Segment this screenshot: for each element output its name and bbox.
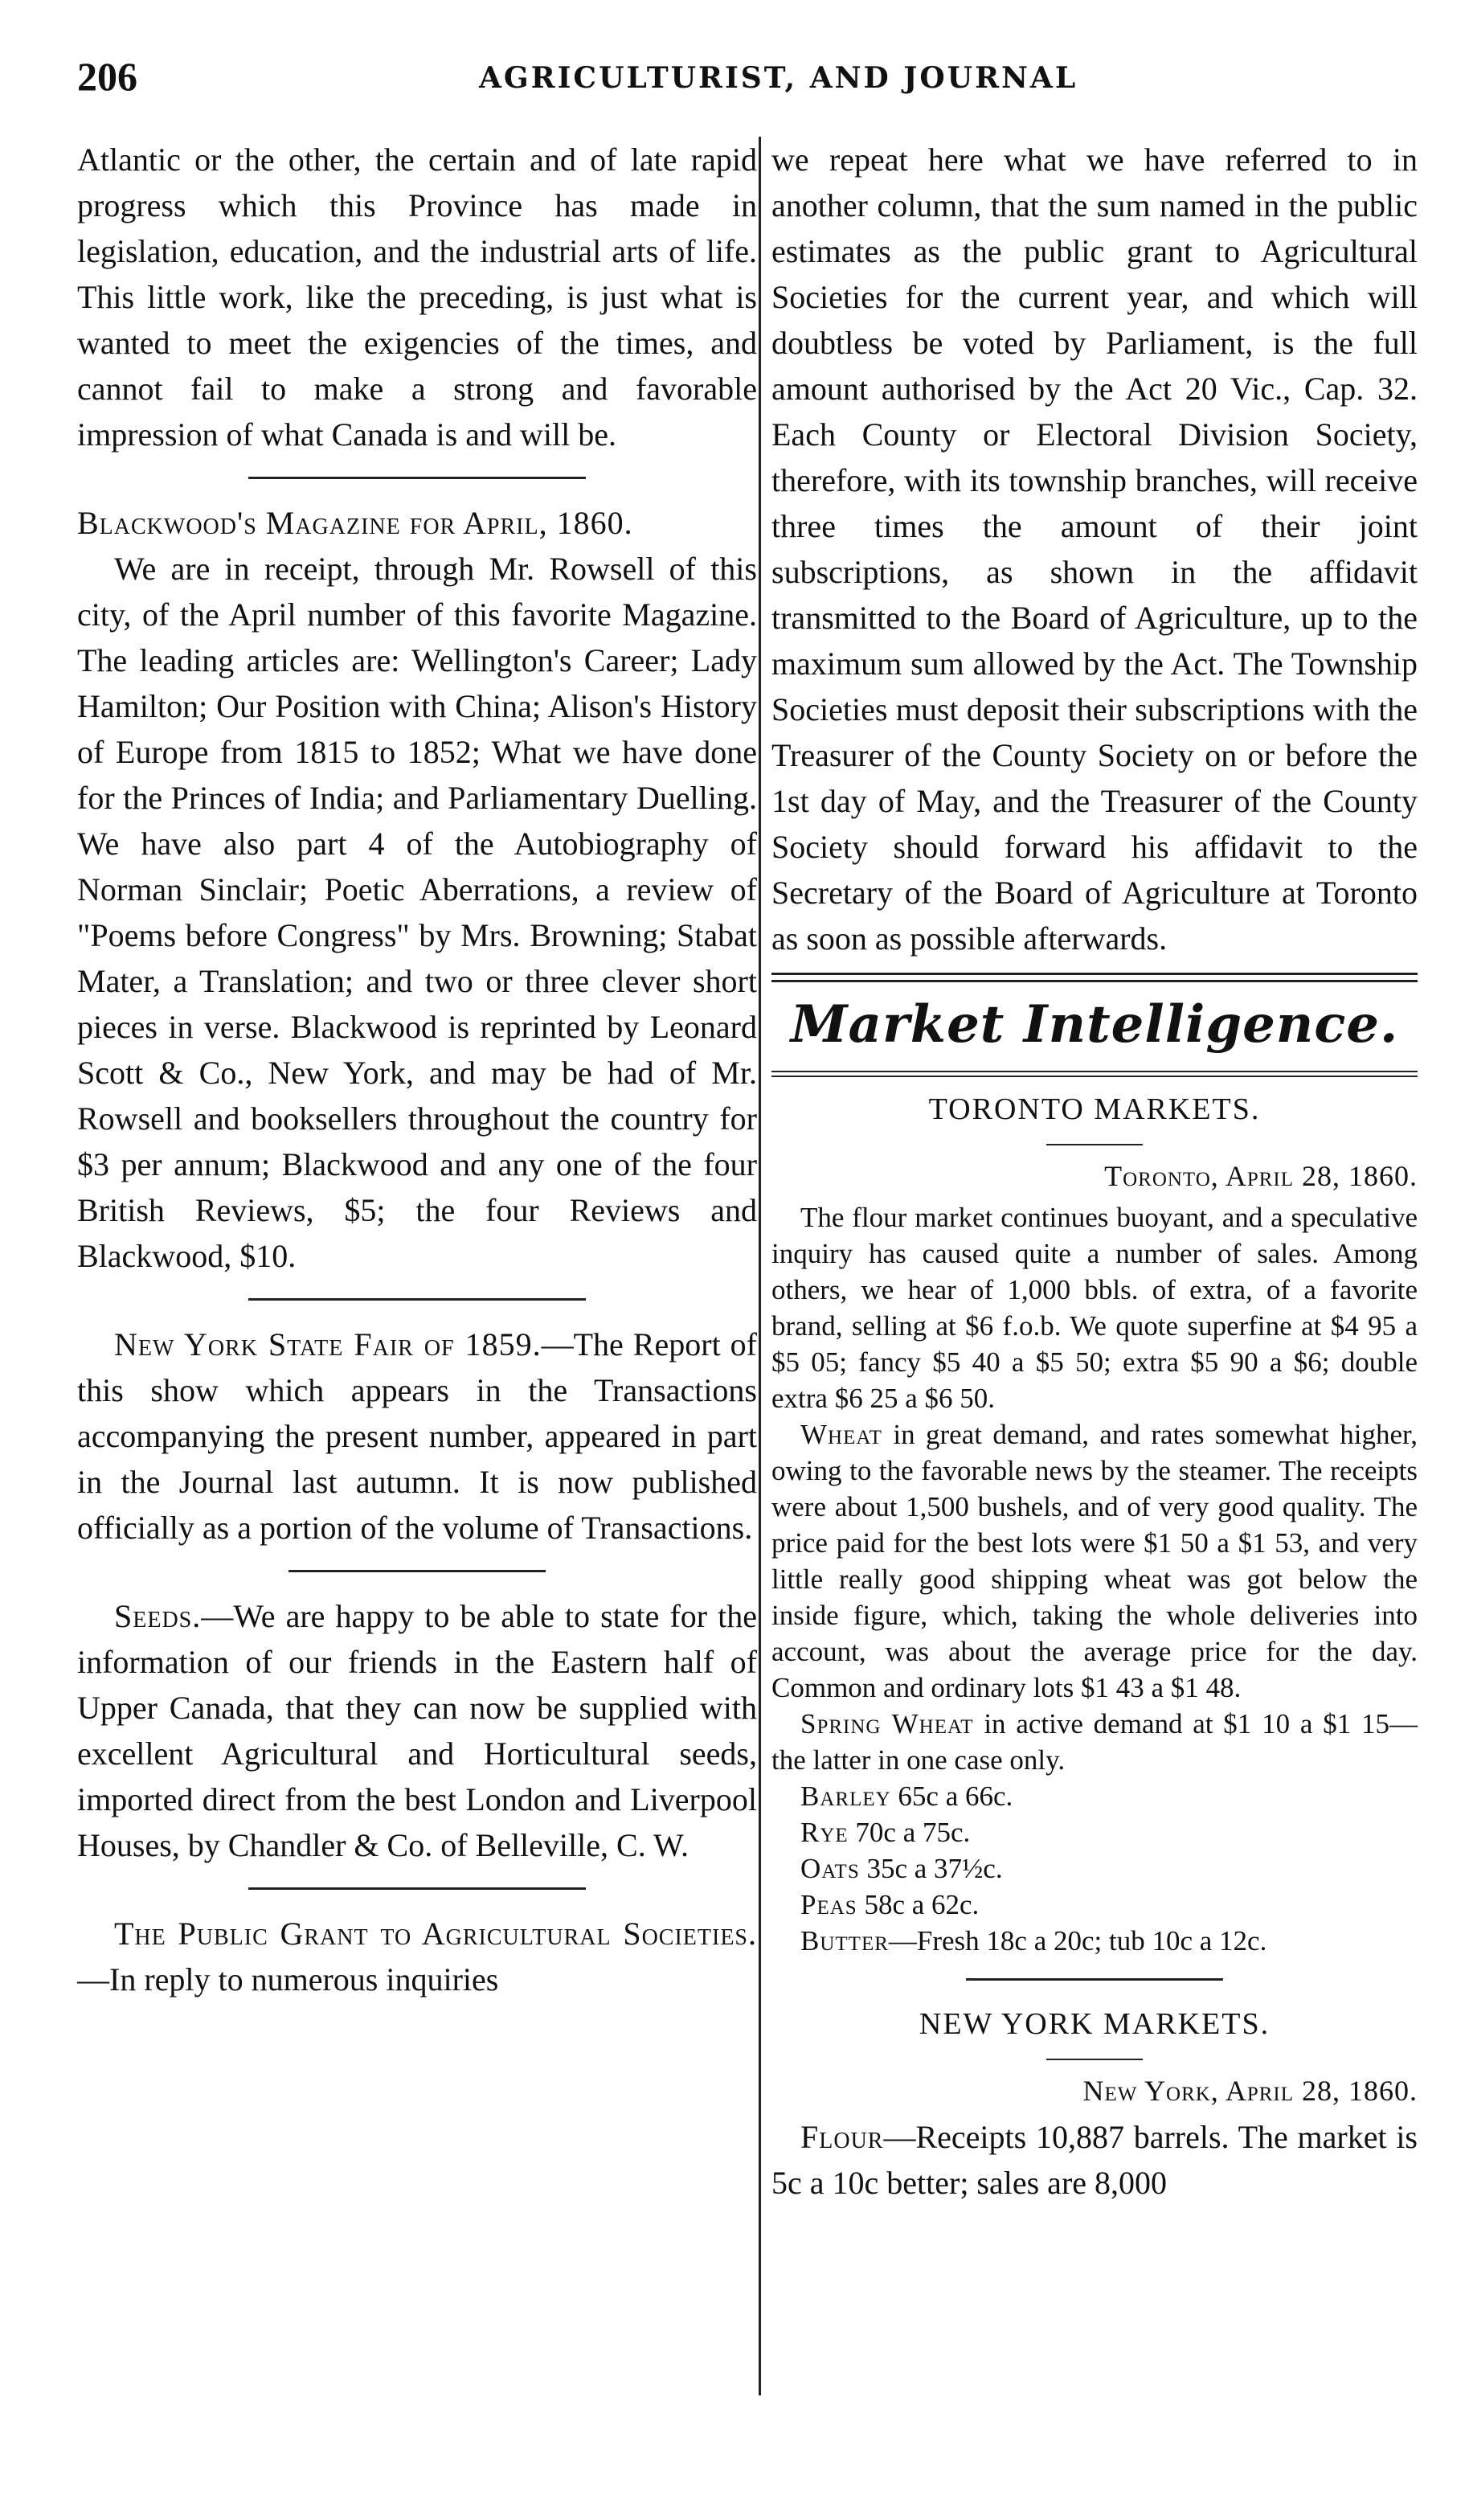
paragraph-grant-continued: we repeat here what we have referred to in another column, that the sum named in the public estimates as the public grant to Agricultural Societies for the current year, and which will doubtless be voted by Parliament, is the full amount authorised by the Act 20 Vic., Cap. 32. Each County or Electoral Division Society, therefore, with its township branches, will receive three times the amount of their joint subscriptions, as shown in the affidavit transmitted to the Board of Agriculture, up to the maximum sum allowed by the Act. The Township Societies must deposit their subscriptions with the Treasurer of the County Society on or before the 1st day of May, and the Treasurer of the County Society should forward his affidavit to the Secretary of the Board of Agriculture at Toronto as soon as possible afterwards. bbox=[771, 141, 1418, 957]
oats-report bbox=[771, 1850, 1418, 1887]
rye-text: 70c a 75c. bbox=[848, 1817, 971, 1848]
oats-lead: Oats bbox=[800, 1853, 860, 1884]
paragraph-public-grant bbox=[77, 1911, 757, 2002]
market-intelligence-heading: Market Intelligence. bbox=[790, 994, 1399, 1055]
wheat-lead: Wheat bbox=[800, 1419, 882, 1450]
peas-report bbox=[771, 1887, 1418, 1923]
seeds-lead: Seeds. bbox=[114, 1598, 202, 1634]
section-rule bbox=[288, 1570, 546, 1572]
barley-text: 65c a 66c. bbox=[890, 1780, 1013, 1812]
ny-flour-text: —Receipts 10,887 barrels. The market is 5c a 10c better; sales are 8,000 bbox=[771, 2119, 1418, 2201]
section-rule bbox=[248, 1887, 586, 1890]
new-york-markets-title: NEW YORK MARKETS. bbox=[919, 2007, 1271, 2041]
butter-report bbox=[771, 1923, 1418, 1959]
section-rule bbox=[248, 1298, 586, 1301]
double-rule bbox=[771, 973, 1418, 982]
page-header bbox=[77, 53, 1392, 101]
short-rule bbox=[1046, 2059, 1143, 2060]
short-rule bbox=[1046, 1144, 1143, 1145]
paragraph-state-fair bbox=[77, 1321, 757, 1551]
barley-report bbox=[771, 1778, 1418, 1814]
blackwood-heading: Blackwood's Magazine for April, 1860. bbox=[77, 505, 633, 541]
public-grant-lead: The Public Grant to Agricultural Societies. bbox=[114, 1916, 757, 1952]
right-column bbox=[771, 137, 1418, 2206]
column-divider bbox=[759, 137, 761, 2395]
peas-lead: Peas bbox=[800, 1889, 857, 1920]
toronto-market-report bbox=[771, 1199, 1418, 1959]
spring-wheat-report bbox=[771, 1706, 1418, 1778]
spring-wheat-lead: Spring Wheat bbox=[800, 1708, 974, 1739]
peas-text: 58c a 62c. bbox=[857, 1889, 980, 1920]
wheat-text: in great demand, and rates somewhat higher, owing to the favorable news by the steamer. The receipts were about 1,500 bushels, and of very good quality. The price paid for the best lots were $1 50 a $1 53, and very little really good shipping wheat was got below the inside figure, which, taking the whole deliveries into account, was about the average price for the day. Common and ordinary lots $1 43 a $1 48. bbox=[771, 1419, 1418, 1703]
public-grant-text: —In reply to numerous inquiries bbox=[77, 1961, 499, 1998]
ny-flour-lead: Flour bbox=[800, 2119, 884, 2155]
paragraph-seeds bbox=[77, 1593, 757, 1868]
running-title: AGRICULTURIST, AND JOURNAL bbox=[479, 61, 1078, 95]
rye-lead: Rye bbox=[800, 1817, 849, 1848]
barley-lead: Barley bbox=[800, 1780, 891, 1812]
state-fair-text: —The Report of this show which appears in the Transactions accompanying the present number, appeared in part in the Journal last autumn. It is now published officially as a portion of the volume of Transactions. bbox=[77, 1326, 757, 1546]
new-york-dateline: New York, April 28, 1860. bbox=[1082, 2075, 1418, 2107]
butter-lead: Butter bbox=[800, 1925, 889, 1957]
section-rule bbox=[966, 1978, 1223, 1981]
wheat-report bbox=[771, 1416, 1418, 1706]
double-rule bbox=[771, 1071, 1418, 1077]
state-fair-lead: New York State Fair of 1859. bbox=[114, 1326, 542, 1362]
paragraph-blackwood: We are in receipt, through Mr. Rowsell of this city, of the April number of this favorite Magazine. The leading articles are: Wellington's Career; Lady Hamilton; Our Position with China; Alison's History of Europe from 1815 to 1852; What we have done for the Princes of India; and Parliamentary Duelling. We have also part 4 of the Autobiography of Norman Sinclair; Poetic Aberrations, a review of "Poems before Congress" by Mrs. Browning; Stabat Mater, a Translation; and two or three clever short pieces in verse. Blackwood is reprinted by Leonard Scott & Co., New York, and may be had of Mr. Rowsell and booksellers throughout the country for $3 per annum; Blackwood and any one of the four British Reviews, $5; the four Reviews and Blackwood, $10. bbox=[77, 551, 757, 1274]
toronto-markets-title: TORONTO MARKETS. bbox=[928, 1092, 1261, 1126]
flour-report: The flour market continues buoyant, and a speculative inquiry has caused quite a number of sales. Among others, we hear of 1,000 bbls. of extra, of a favorite brand, selling at $6 f.o.b. We quote superfine at $4 95 a $5 05; fancy $5 40 a $5 50; extra $5 90 a $6; double extra $6 25 a $6 50. bbox=[771, 1202, 1418, 1414]
rye-report bbox=[771, 1814, 1418, 1850]
oats-text: 35c a 37½c. bbox=[859, 1853, 1003, 1884]
section-rule bbox=[248, 477, 586, 479]
paragraph-canada-work: Atlantic or the other, the certain and of late rapid progress which this Province has made in legislation, education, and the industrial arts of life. This little work, like the preceding, is just what is wanted to meet the exigencies of the times, and cannot fail to make a strong and favorable impression of what Canada is and will be. bbox=[77, 141, 757, 453]
butter-text: —Fresh 18c a 20c; tub 10c a 12c. bbox=[888, 1925, 1267, 1957]
page-number: 206 bbox=[77, 54, 137, 99]
spring-wheat-text: in active demand at $1 10 a $1 15—the latter in one case only. bbox=[771, 1708, 1418, 1776]
ny-flour-report bbox=[771, 2114, 1418, 2206]
seeds-text: —We are happy to be able to state for the information of our friends in the Eastern half of Upper Canada, that they can now be supplied with excellent Agricultural and Horticultural seeds, imported direct from the best London and Liverpool Houses, by Chandler & Co. of Belleville, C. W. bbox=[77, 1598, 757, 1863]
toronto-dateline: Toronto, April 28, 1860. bbox=[1104, 1160, 1418, 1192]
left-column bbox=[77, 137, 757, 2002]
